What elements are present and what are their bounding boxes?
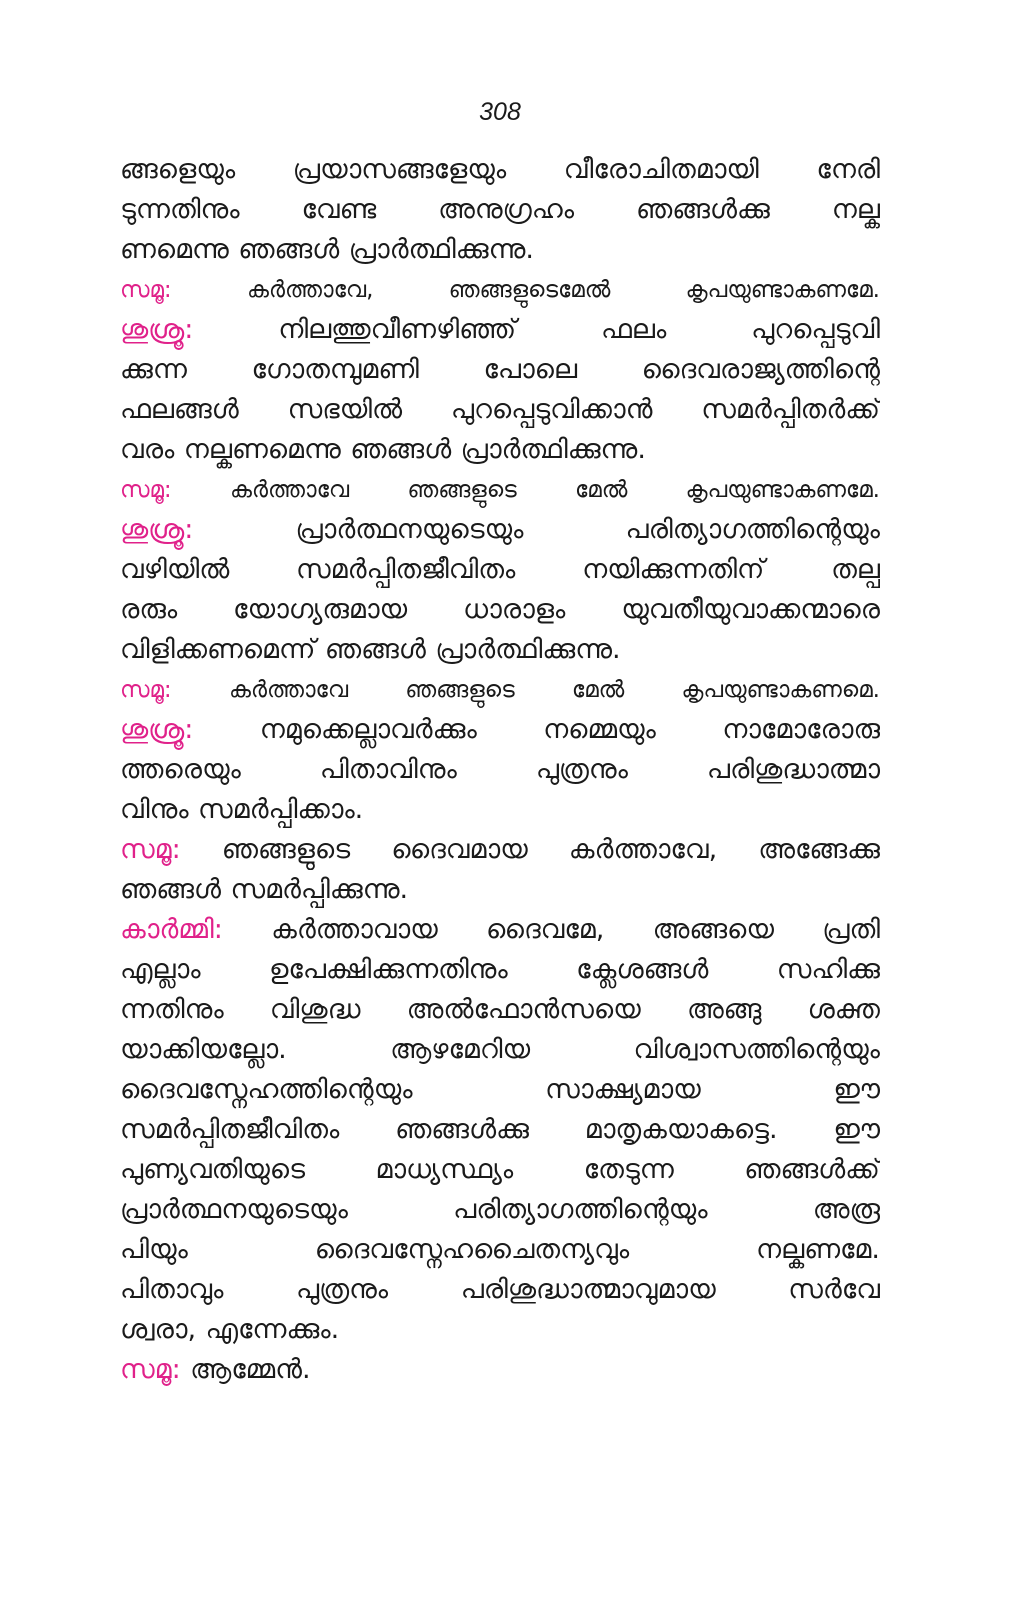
word: അങ്ങേക്കു: [758, 834, 880, 865]
word: പ്രതി: [822, 914, 880, 945]
word: വിനും: [120, 794, 189, 825]
speaker-label: സമൂ:: [120, 477, 172, 503]
word: പുത്രനും: [295, 1274, 389, 1305]
text-line: [120, 590, 880, 630]
speaker-label: സമൂ:: [120, 277, 172, 303]
word: മേൽ: [571, 677, 625, 703]
text-line: [120, 630, 880, 670]
text-line: [120, 870, 880, 910]
text-line: [120, 1030, 880, 1070]
word: ടുന്നതിനും: [120, 194, 240, 225]
word: പോലെ: [483, 354, 578, 385]
word: പ്രാർത്ഥിക്കുന്നു.: [460, 434, 646, 465]
word: നല്കണമെന്നു: [183, 434, 341, 465]
text-line: [120, 270, 880, 310]
text-line: [120, 350, 880, 390]
text-line: [120, 190, 880, 230]
speaker-label: സമൂ:: [120, 834, 181, 865]
word: കർത്താവേ: [229, 477, 350, 503]
text-line: [120, 550, 880, 590]
word: ദൈവസ്നേഹത്തിന്റെയും: [120, 1074, 413, 1105]
word: ദൈവമേ,: [486, 914, 605, 945]
word: രരും: [120, 594, 178, 625]
word: ഞങ്ങൾക്കു: [636, 194, 770, 225]
word: സാക്ഷ്യമായ: [545, 1074, 701, 1105]
word: ദൈവരാജ്യത്തിന്റെ: [641, 354, 880, 385]
word: ഞങ്ങളുടെ: [221, 834, 351, 865]
word: വീരോചിതമായി: [563, 154, 759, 185]
word: അങ്ങു: [686, 994, 762, 1025]
word: ഞങ്ങൾ: [324, 634, 426, 665]
word: ദൈവമായ: [391, 834, 528, 865]
word: ന്നതിനും: [120, 994, 224, 1025]
word: വിളിക്കണമെന്ന്: [120, 634, 316, 665]
word: കർത്താവേ,: [568, 834, 718, 865]
text-line: [120, 1070, 880, 1110]
word: പരിശുദ്ധാത്മാവുമായ: [460, 1274, 716, 1305]
speaker-label: കാർമ്മി:: [120, 914, 223, 945]
text-line: [120, 830, 880, 870]
word: അൽഫോൻസയെ: [406, 994, 641, 1025]
word: വിശുദ്ധ: [269, 994, 361, 1025]
word: കൃപയുണ്ടാകണമെ.: [681, 677, 880, 703]
text-line: [120, 390, 880, 430]
text-line: [120, 750, 880, 790]
word: നയിക്കുന്നതിന്: [582, 554, 765, 585]
word: ഈ: [833, 1074, 880, 1105]
word: നിലത്തുവീണഴിഞ്ഞ്: [278, 314, 517, 345]
text-line: [120, 790, 880, 830]
text-line: [120, 670, 880, 710]
text-line: [120, 470, 880, 510]
text-line: [120, 1350, 880, 1390]
word: പ്രയാസങ്ങളേയും: [292, 154, 507, 185]
text-line: [120, 1150, 880, 1190]
word: മാതൃകയാകട്ടെ.: [584, 1114, 778, 1145]
word: ഫലങ്ങൾ: [120, 394, 239, 425]
word: ങ്ങളെയും: [120, 154, 236, 185]
text-line: [120, 950, 880, 990]
word: നമ്മെയും: [543, 714, 656, 745]
word: സമർപ്പിതജീവിതം: [296, 554, 516, 585]
speaker-label: സമൂ:: [120, 1354, 181, 1385]
word: പിതാവും: [120, 1274, 224, 1305]
word: ശക്ത: [807, 994, 880, 1025]
text-line: [120, 910, 880, 950]
word: നാമോരോരു: [722, 714, 880, 745]
word: ഞങ്ങൾ: [238, 234, 340, 265]
word: നല്ക: [831, 194, 880, 225]
text-line: [120, 1270, 880, 1310]
word: നേരി: [816, 154, 880, 185]
text-line: [120, 1190, 880, 1230]
word: ഞങ്ങൾക്കു: [395, 1114, 529, 1145]
text-line: [120, 310, 880, 350]
word: മാധ്യസ്ഥ്യം: [375, 1154, 514, 1185]
text-line: [120, 230, 880, 270]
word: ഗോതമ്പുമണി: [251, 354, 419, 385]
word: ഞങ്ങൾ: [350, 434, 452, 465]
word: ശ്വരാ,: [120, 1314, 197, 1345]
word: ത്തരെയും: [120, 754, 241, 785]
word: അരൂ: [812, 1194, 880, 1225]
word: ഞങ്ങൾ: [120, 874, 222, 905]
word: കർത്താവായ: [271, 914, 438, 945]
word: ആമ്മേൻ.: [190, 1354, 311, 1385]
word: പുണ്യവതിയുടെ: [120, 1154, 305, 1185]
word: ണമെന്നു: [120, 234, 229, 265]
word: കർത്താവേ,: [246, 277, 374, 303]
word: സഹിക്കു: [776, 954, 880, 985]
word: വഴിയിൽ: [120, 554, 230, 585]
word: സർവേ: [788, 1274, 880, 1305]
word: ധാരാളം: [463, 594, 566, 625]
word: ക്കുന്ന: [120, 354, 187, 385]
word: പുത്രനും: [535, 754, 628, 785]
word: എന്നേക്കും.: [205, 1314, 340, 1345]
word: ഞങ്ങൾക്ക്: [744, 1154, 880, 1185]
word: പ്രാർത്ഥനയുടെയും: [295, 514, 524, 545]
word: പരിശുദ്ധാത്മാ: [706, 754, 880, 785]
word: പുറപ്പെടുവി: [751, 314, 880, 345]
word: കൃപയുണ്ടാകണമേ.: [685, 277, 880, 303]
word: ഉപേക്ഷിക്കുന്നതിനും: [268, 954, 508, 985]
word: പുറപ്പെടുവിക്കാൻ: [450, 394, 653, 425]
word: പ്രാർത്ഥനയുടെയും: [120, 1194, 348, 1225]
word: എല്ലാം: [120, 954, 201, 985]
word: പ്രാർത്ഥിക്കുന്നു.: [435, 634, 621, 665]
word: സമർപ്പിതർക്ക്: [701, 394, 880, 425]
word: കർത്താവേ: [228, 677, 349, 703]
word: പരിത്യാഗത്തിന്റെയും: [625, 514, 880, 545]
word: മേൽ: [574, 477, 628, 503]
prayer-text-body: [120, 150, 880, 1390]
word: വിശ്വാസത്തിന്റെയും: [633, 1034, 880, 1065]
word: വരം: [120, 434, 175, 465]
word: വേണ്ട: [301, 194, 377, 225]
word: കൃപയുണ്ടാകണമേ.: [685, 477, 880, 503]
word: അങ്ങയെ: [652, 914, 774, 945]
text-line: [120, 150, 880, 190]
word: ദൈവസ്നേഹചൈതന്യവും: [314, 1234, 630, 1265]
word: നല്കണമേ.: [756, 1234, 880, 1265]
speaker-label: ശുശ്രൂ:: [120, 714, 194, 745]
word: പിയും: [120, 1234, 188, 1265]
speaker-label: സമൂ:: [120, 677, 172, 703]
word: യോഗ്യരുമായ: [233, 594, 408, 625]
speaker-label: ശുശ്രൂ:: [120, 514, 194, 545]
word: സമർപ്പിക്കുന്നു.: [230, 874, 409, 905]
word: ഈ: [833, 1114, 880, 1145]
word: നമുക്കെല്ലാവർക്കും: [259, 714, 477, 745]
text-line: [120, 990, 880, 1030]
word: തേടുന്ന: [583, 1154, 674, 1185]
word: തല്പ: [831, 554, 880, 585]
word: യുവതീയുവാക്കന്മാരെ: [621, 594, 880, 625]
text-line: [120, 1110, 880, 1150]
word: സഭയിൽ: [287, 394, 403, 425]
word: പിതാവിനും: [319, 754, 457, 785]
text-line: [120, 430, 880, 470]
word: ക്ലേശങ്ങൾ: [576, 954, 709, 985]
word: ആഴമേറിയ: [390, 1034, 531, 1065]
word: അനുഗ്രഹം: [438, 194, 575, 225]
text-line: [120, 1310, 880, 1350]
word: ഞങ്ങളുടെ: [407, 477, 517, 503]
text-line: [120, 710, 880, 750]
word: ഫലം: [601, 314, 667, 345]
word: പരിത്യാഗത്തിന്റെയും: [453, 1194, 708, 1225]
speaker-label: ശുശ്രൂ:: [120, 314, 194, 345]
word: പ്രാർത്ഥിക്കുന്നു.: [348, 234, 534, 265]
page-number: 308: [479, 98, 521, 126]
word: സമർപ്പിതജീവിതം: [120, 1114, 340, 1145]
word: സമർപ്പിക്കാം.: [198, 794, 364, 825]
text-line: [120, 1230, 880, 1270]
word: യാക്കിയല്ലോ.: [120, 1034, 287, 1065]
word: ഞങ്ങളുടെ: [405, 677, 515, 703]
text-line: [120, 510, 880, 550]
word: ഞങ്ങളുടെമേൽ: [448, 277, 611, 303]
